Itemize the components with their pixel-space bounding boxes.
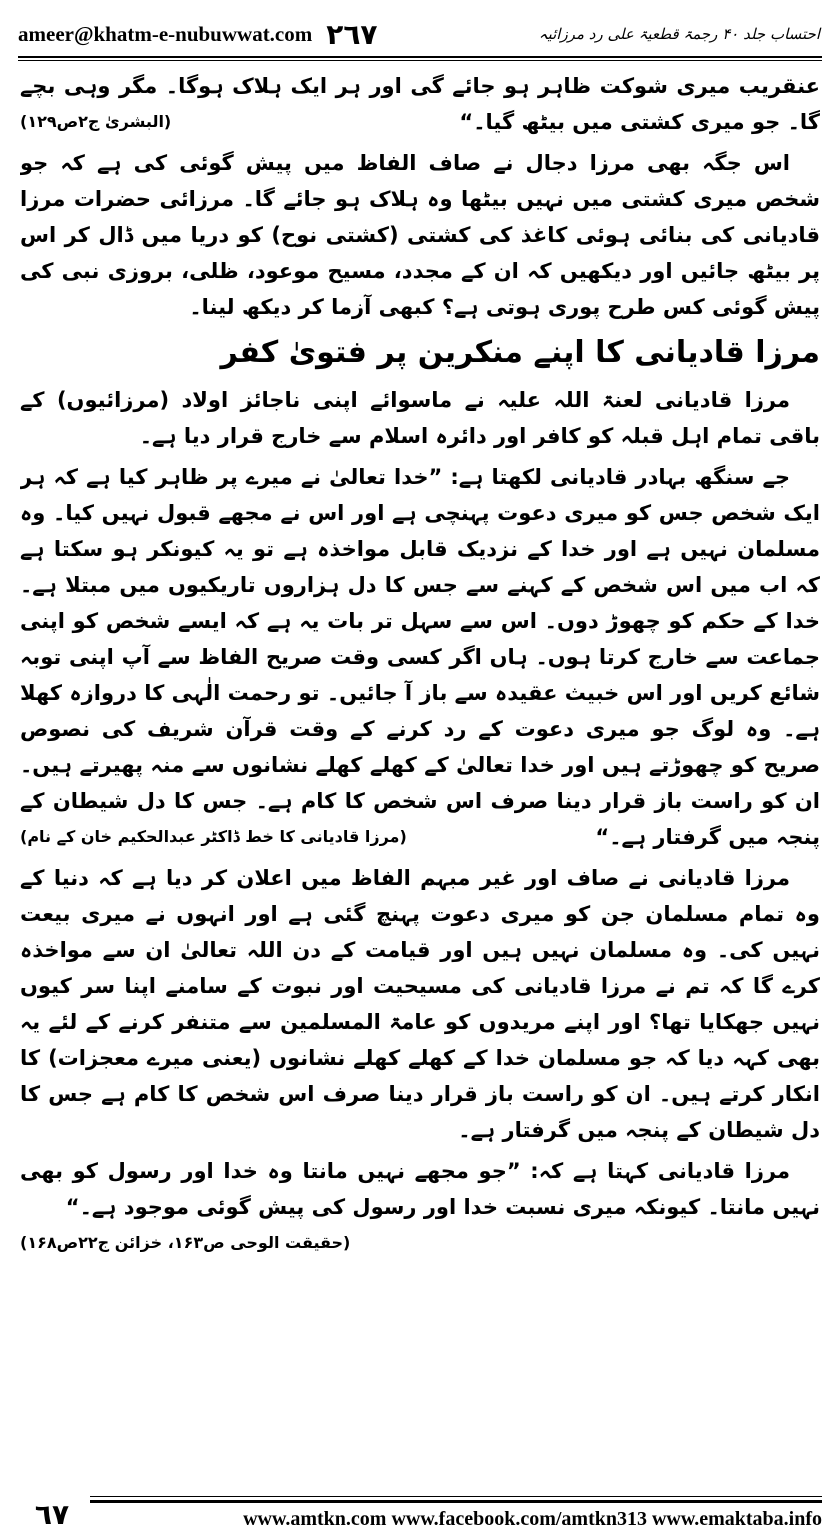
paragraph-1 (20, 68, 820, 140)
header-rule (18, 56, 822, 58)
header-rule-thin (18, 60, 822, 61)
paragraph-2: اس جگہ بھی مرزا دجال نے صاف الفاظ میں پیش گوئی کی ہے کہ جو شخص میری کشتی میں نہیں بیٹھا وہ ہلاک ہو جائے گا۔ مرزائی حضرات مرزا قادیانی کی بنائی ہوئی کاغذ کی کشتی (کشتی نوح) کو دریا میں ڈال کر اس پر بیٹھ جائیں اور دیکھیں کہ ان کے مجدد، مسیح موعود، ظلی، بروزی نبی کی پیش گوئی کس طرح پوری ہوتی ہے؟ کبھی آزما کر دیکھ لینا۔ (20, 151, 820, 319)
page-body (20, 68, 820, 1458)
footer-rule-thin (90, 1496, 822, 1497)
paragraph-1-text: عنقریب میری شوکت ظاہر ہو جائے گی اور ہر ایک ہلاک ہوگا۔ مگر وہی بچے گا۔ جو میری کشتی میں بیٹھ گیا۔“ (20, 74, 820, 134)
reference-letter: (مرزا قادیانی کا خط ڈاکٹر عبدالحکیم خان کے نام) (20, 827, 407, 846)
paragraph-3: مرزا قادیانی لعنۃ اللہ علیہ نے ماسوائے اپنی ناجائز اولاد (مرزائیوں) کے باقی تمام اہل قبلہ کو کافر اور دائرہ اسلام سے خارج قرار دیا ہے۔ (20, 388, 820, 448)
reference-bushra: (البشریٰ ج۲ص۱۲۹) (20, 112, 172, 131)
footer-links[interactable]: www.amtkn.com www.facebook.com/amtkn313 www.emaktaba.info (243, 1508, 822, 1530)
page-header (18, 14, 820, 54)
page-footer (0, 1490, 840, 1540)
header-page-number: ٢٦٧ (326, 17, 378, 51)
section-heading: مرزا قادیانی کا اپنے منکرین پر فتویٰ کفر (220, 335, 820, 370)
paragraph-4-text: جے سنگھ بہادر قادیانی لکھتا ہے: ”خدا تعالیٰ نے میرے پر ظاہر کیا ہے کہ ہر ایک شخص جس کو میری دعوت پہنچی ہے اور اس نے مجھے قبول نہیں کیا۔ وہ مسلمان نہیں ہے اور خدا کے نزدیک قابل مواخذہ ہے تو یہ کیونکر ہو سکتا ہے کہ اب میں اس شخص کے کہنے سے جس کا دل ہزاروں تاریکیوں میں مبتلا ہے۔ خدا کے حکم کو چھوڑ دوں۔ اس سے سہل تر بات یہ ہے کہ ایسے شخص کو اپنی جماعت سے خارج کرتا ہوں۔ ہاں اگر کسی وقت صریح الفاظ سے آپ اپنی توبہ شائع کریں اور اس خبیث عقیدہ سے باز آ جائیں۔ تو رحمت الٰہی کا دروازہ کھلا ہے۔ وہ لوگ جو میری دعوت کے رد کرنے کے وقت قرآن شریف کی نصوص صریح کو چھوڑتے ہیں اور خدا تعالیٰ کے کھلے کھلے نشانوں سے منہ پھیرتے ہیں۔ ان کو راست باز قرار دینا صرف اس شخص کا کام ہے۔ جس کا دل شیطان کے پنجہ میں گرفتار ہے۔“ (20, 465, 820, 849)
paragraph-4 (20, 459, 820, 855)
paragraph-6-text: مرزا قادیانی کہتا ہے کہ: ”جو مجھے نہیں مانتا وہ خدا اور رسول کو بھی نہیں مانتا۔ کیونکہ میری نسبت خدا اور رسول کی پیش گوئی موجود ہے۔“ (20, 1159, 820, 1219)
footer-rule-thick (90, 1500, 822, 1503)
footer-page-number: ٦٧ (34, 1498, 70, 1531)
paragraph-6 (20, 1153, 820, 1252)
running-title: احتساب جلد ۴۰ رجمۃ قطعیۃ علی رد مرزائیہ (538, 25, 820, 43)
paragraph-5: مرزا قادیانی نے صاف اور غیر مبہم الفاظ میں اعلان کر دیا ہے کہ دنیا کے وہ تمام مسلمان جن کو میری دعوت پہنچ گئی ہے اور انہوں نے میری بیعت نہیں کی۔ وہ مسلمان نہیں ہیں اور قیامت کے دن اللہ تعالیٰ ان سے مواخذہ کرے گا کہ تم نے مرزا قادیانی کی مسیحیت اور نبوت کے سامنے اپنا سر کیوں نہیں جھکایا تھا؟ اور اپنے مریدوں کو عامۃ المسلمین سے متنفر کرنے کے لئے یہ بھی کہہ دیا کہ جو مسلمان خدا کے کھلے کھلے نشانوں (یعنی میرے معجزات) کا انکار کرتے ہیں۔ ان کو راست باز قرار دینا صرف اس شخص کا کام ہے جس کا دل شیطان کے پنجہ میں گرفتار ہے۔ (20, 866, 820, 1142)
header-left (18, 18, 378, 51)
reference-haqiqat-ul-wahi: (حقیقت الوحی ص۱۶۳، خزائن ج۲۲ص۱۶۸) (20, 1233, 351, 1252)
header-email: ameer@khatm-e-nubuwwat.com (18, 21, 313, 46)
